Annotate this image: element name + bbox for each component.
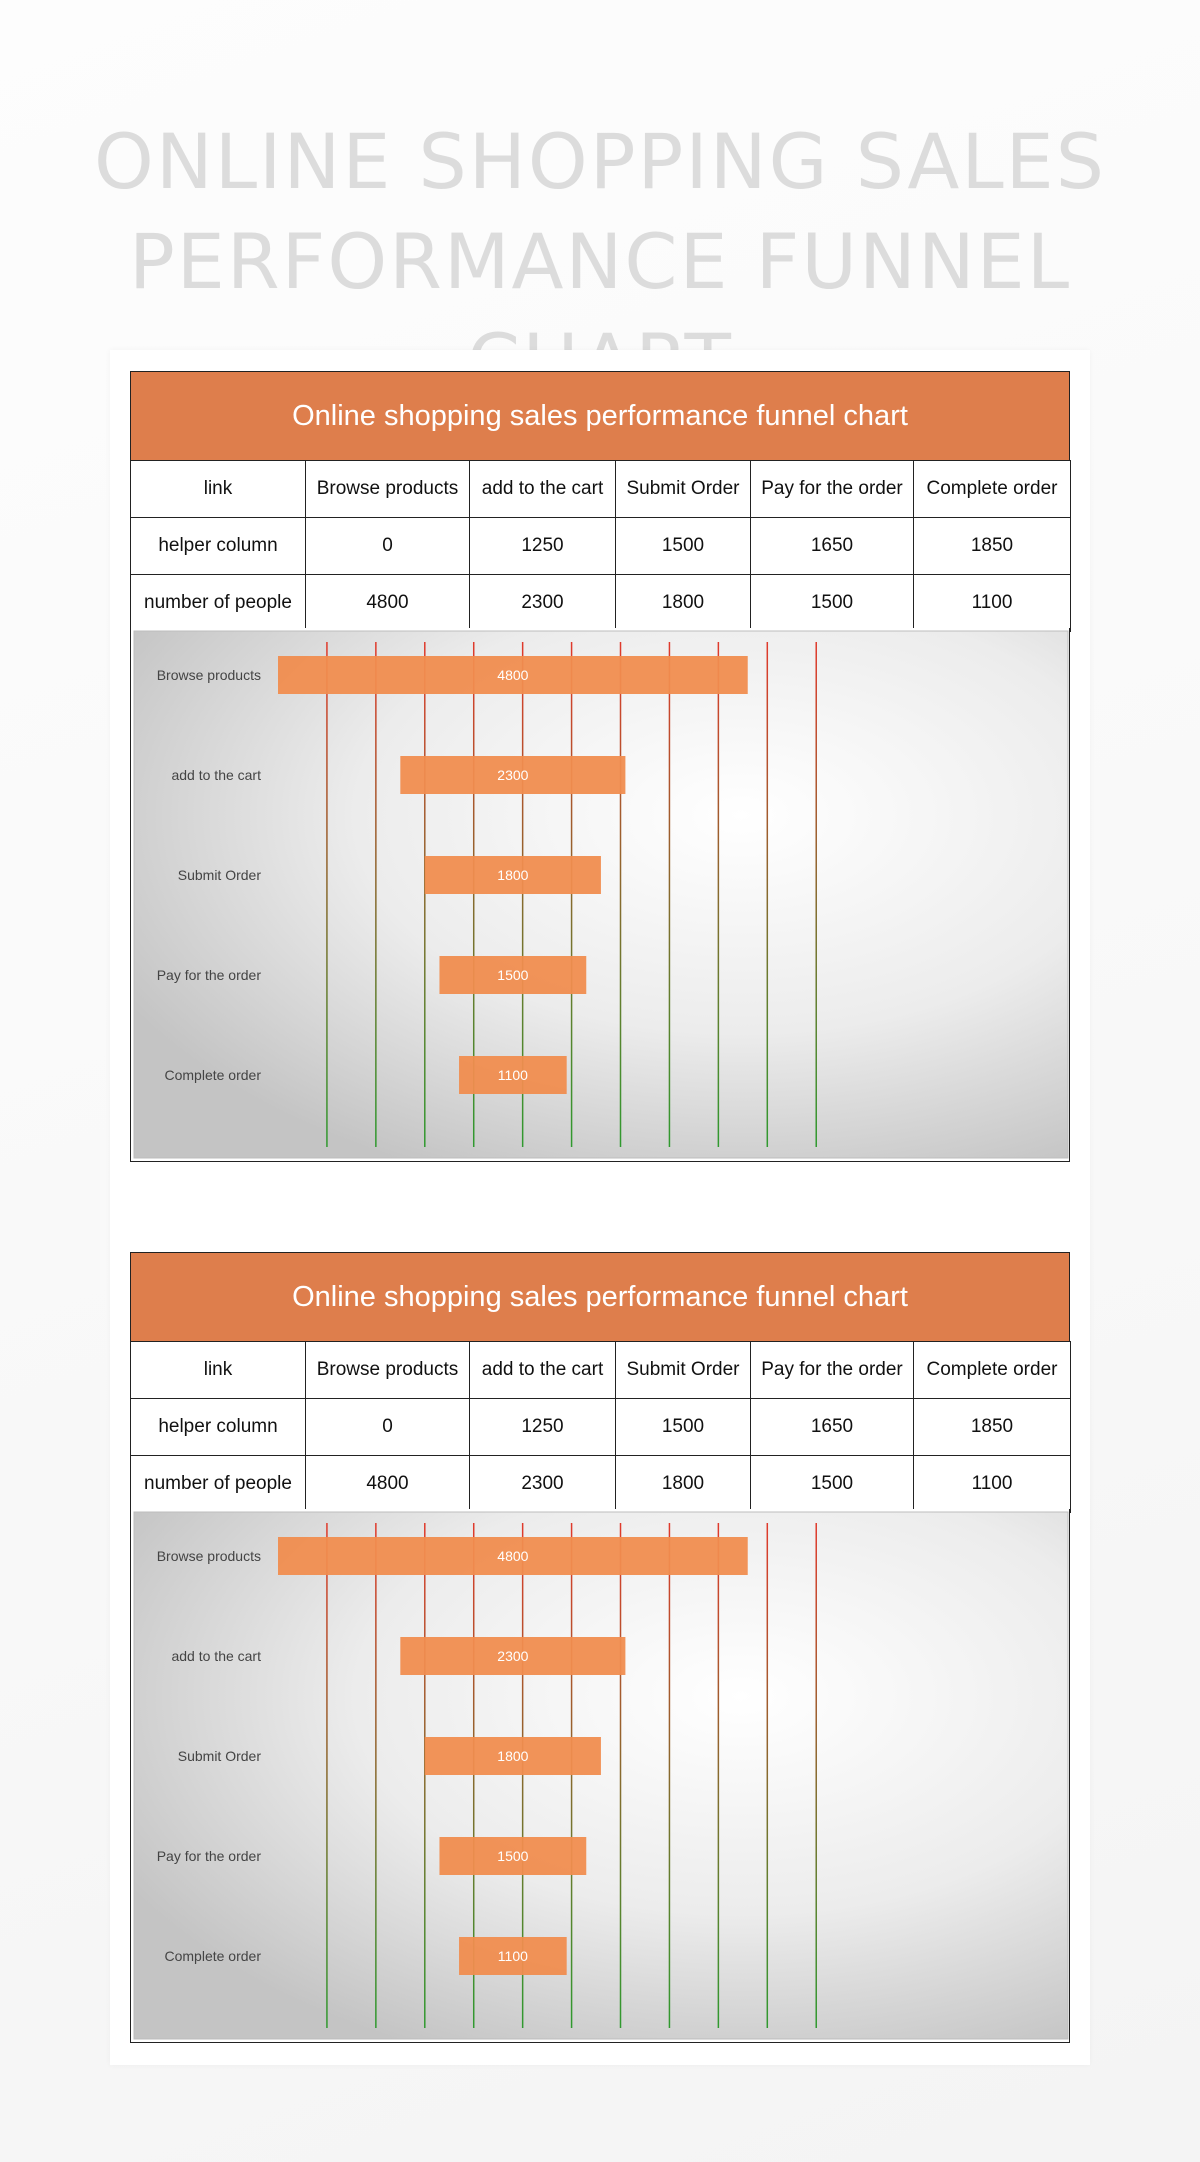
table-row-people: [131, 1456, 1071, 1513]
table-cell: 1500: [616, 1399, 751, 1456]
plot-background: [134, 1512, 1068, 2039]
table-cell: Pay for the order: [751, 1342, 914, 1399]
gridline: [669, 1523, 671, 2028]
table-cell: 1800: [616, 575, 751, 632]
gridline: [669, 642, 671, 1147]
row-label: number of people: [131, 575, 306, 632]
table-cell: Submit Order: [616, 1342, 751, 1399]
row-label: helper column: [131, 1399, 306, 1456]
table-cell: 1100: [914, 1456, 1071, 1513]
table-cell: 1650: [751, 1399, 914, 1456]
funnel-panel-2: [130, 1252, 1070, 2044]
table-cell: Browse products: [306, 1342, 470, 1399]
category-label: Complete order: [164, 1948, 261, 1964]
gridline: [815, 1523, 817, 2028]
table-cell: 0: [306, 518, 470, 575]
gridline: [424, 642, 426, 1147]
row-label: link: [131, 461, 306, 518]
funnel-panel-1: [130, 371, 1070, 1163]
funnel-chart: [131, 1509, 1069, 2042]
category-label: Complete order: [164, 1067, 261, 1083]
bar-value-label: 1100: [497, 1067, 528, 1083]
table-cell: 2300: [470, 575, 616, 632]
gridline: [424, 1523, 426, 2028]
row-label: link: [131, 1342, 306, 1399]
gridline: [326, 1523, 328, 2028]
gridline: [620, 642, 622, 1147]
table-row-helper: [131, 1399, 1071, 1456]
gridline: [571, 642, 573, 1147]
gridline: [326, 642, 328, 1147]
table-cell: 1500: [616, 518, 751, 575]
table-cell: add to the cart: [470, 461, 616, 518]
table-cell: 4800: [306, 575, 470, 632]
table-cell: 1850: [914, 518, 1071, 575]
table-cell: 4800: [306, 1456, 470, 1513]
table-cell: 1100: [914, 575, 1071, 632]
bar-value-label: 2300: [497, 767, 529, 783]
plot-background: [134, 631, 1068, 1158]
bar-value-label: 1800: [497, 867, 529, 883]
gridline: [375, 642, 377, 1147]
bar-value-label: 1500: [497, 1848, 529, 1864]
category-label: Browse products: [156, 1548, 261, 1564]
page-title-line-2: PERFORMANCE FUNNEL: [128, 217, 1072, 306]
table-cell: 1250: [470, 518, 616, 575]
table-row-link: [131, 1342, 1071, 1399]
bar-value-label: 1100: [497, 1948, 528, 1964]
table-cell: Complete order: [914, 1342, 1071, 1399]
bar-value-label: 2300: [497, 1648, 529, 1664]
data-table: [130, 460, 1071, 632]
table-cell: 0: [306, 1399, 470, 1456]
row-label: number of people: [131, 1456, 306, 1513]
row-label: helper column: [131, 518, 306, 575]
funnel-chart-area: [130, 628, 1070, 1162]
data-table: [130, 1341, 1071, 1513]
chart-header: Online shopping sales performance funnel chart: [130, 1252, 1070, 1341]
table-cell: 1500: [751, 1456, 914, 1513]
category-label: Submit Order: [177, 1748, 261, 1764]
table-cell: 1850: [914, 1399, 1071, 1456]
table-cell: 1650: [751, 518, 914, 575]
table-cell: 1800: [616, 1456, 751, 1513]
bar-value-label: 1500: [497, 967, 529, 983]
table-cell: Browse products: [306, 461, 470, 518]
page-title-line-1: ONLINE SHOPPING SALES: [94, 117, 1106, 206]
gridline: [620, 1523, 622, 2028]
funnel-chart: [131, 628, 1069, 1161]
gridline: [815, 642, 817, 1147]
table-cell: 1250: [470, 1399, 616, 1456]
category-label: Submit Order: [177, 867, 261, 883]
category-label: Pay for the order: [156, 967, 261, 983]
table-cell: Complete order: [914, 461, 1071, 518]
category-label: add to the cart: [171, 1648, 261, 1664]
chart-header: Online shopping sales performance funnel chart: [130, 371, 1070, 460]
category-label: Browse products: [156, 667, 261, 683]
table-row-helper: [131, 518, 1071, 575]
funnel-chart-area: [130, 1509, 1070, 2043]
gridline: [571, 1523, 573, 2028]
table-row-people: [131, 575, 1071, 632]
table-row-link: [131, 461, 1071, 518]
table-cell: Submit Order: [616, 461, 751, 518]
category-label: add to the cart: [171, 767, 261, 783]
table-cell: 1500: [751, 575, 914, 632]
table-cell: Pay for the order: [751, 461, 914, 518]
table-cell: 2300: [470, 1456, 616, 1513]
gridline: [718, 1523, 720, 2028]
table-cell: add to the cart: [470, 1342, 616, 1399]
gridline: [375, 1523, 377, 2028]
bar-value-label: 4800: [497, 1548, 529, 1564]
category-label: Pay for the order: [156, 1848, 261, 1864]
gridline: [767, 1523, 769, 2028]
gridline: [767, 642, 769, 1147]
bar-value-label: 4800: [497, 667, 529, 683]
bar-value-label: 1800: [497, 1748, 529, 1764]
gridline: [718, 642, 720, 1147]
